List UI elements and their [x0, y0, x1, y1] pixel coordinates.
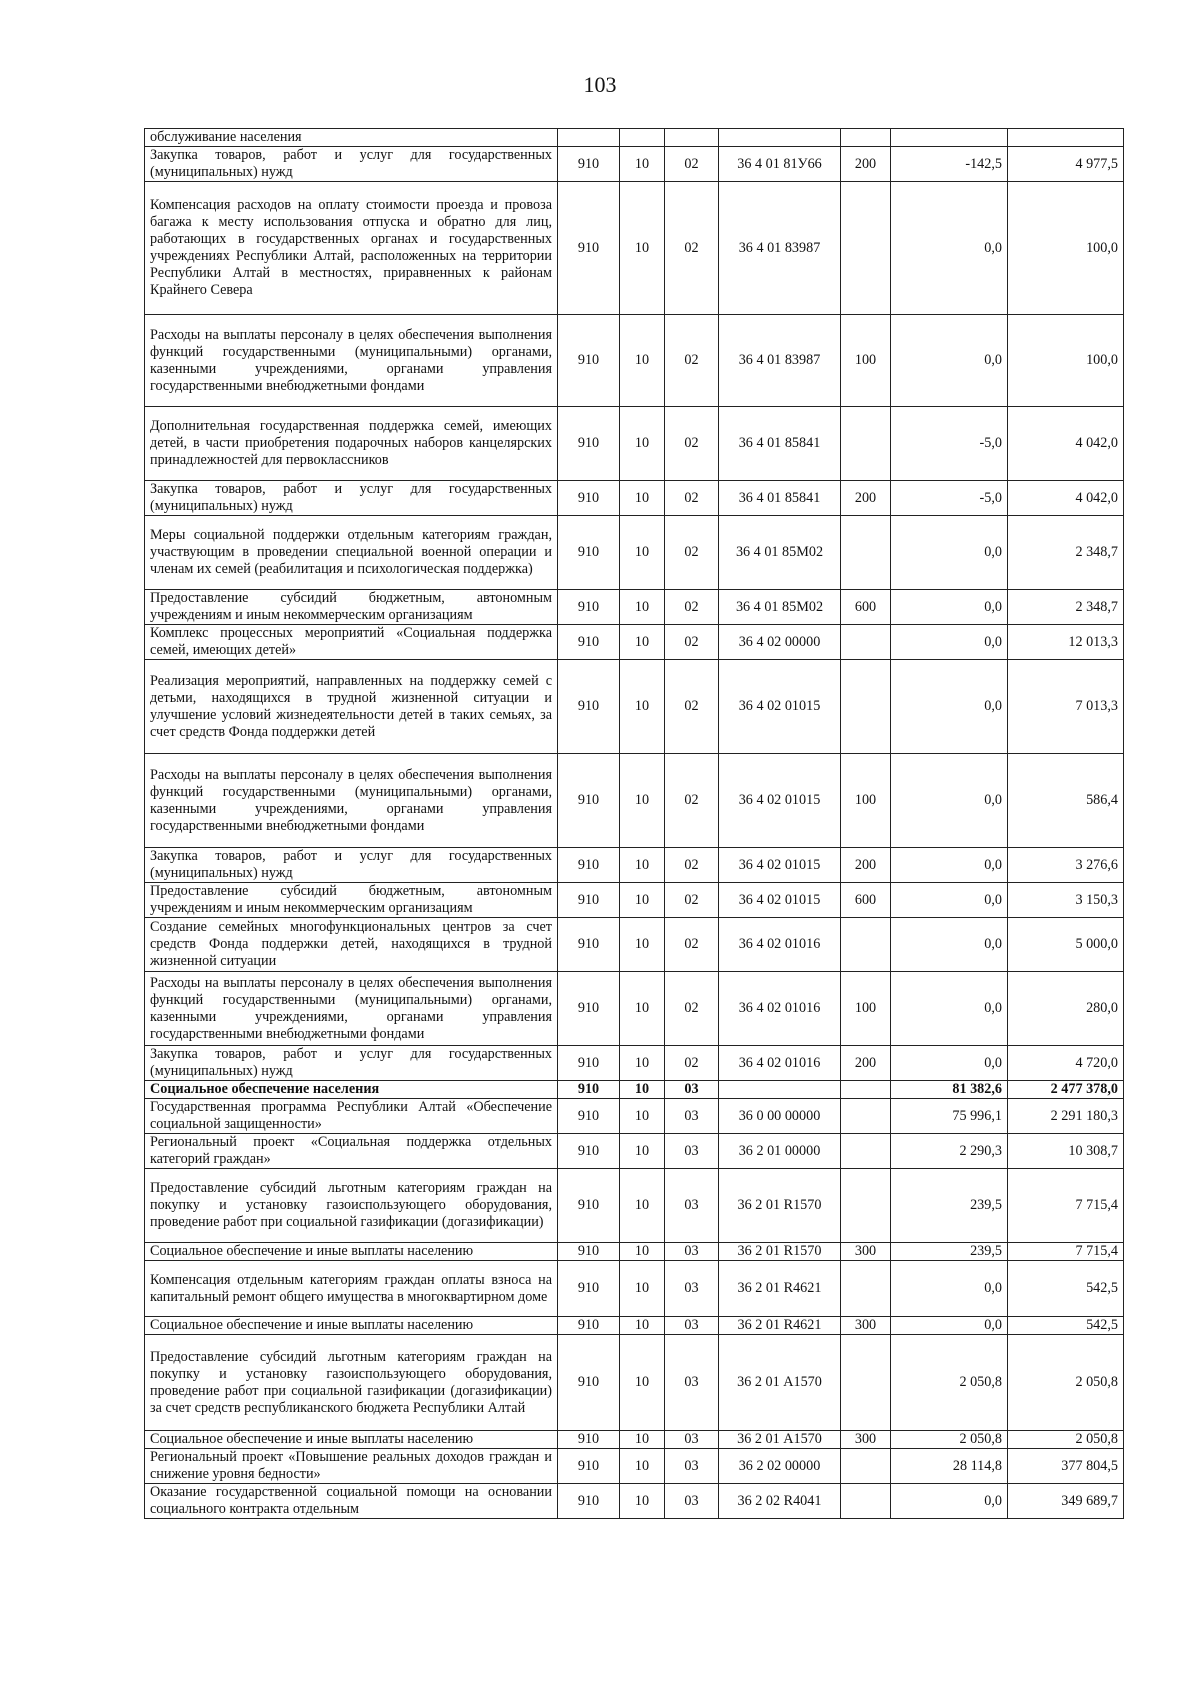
- row-change-amount: 0,0: [891, 918, 1008, 972]
- row-change-amount: 81 382,6: [891, 1081, 1008, 1099]
- row-section-code: 10: [620, 1243, 665, 1261]
- table-row: [145, 1099, 1124, 1134]
- table-row: [145, 1317, 1124, 1335]
- row-change-amount: 75 996,1: [891, 1099, 1008, 1134]
- row-section-code: 10: [620, 1099, 665, 1134]
- row-subsection-code: 03: [665, 1449, 719, 1484]
- row-description: Социальное обеспечение и иные выплаты населению: [145, 1243, 558, 1261]
- row-expense-type: [841, 1484, 891, 1519]
- row-ministry-code: 910: [558, 1243, 620, 1261]
- row-total-amount: 542,5: [1008, 1261, 1124, 1317]
- table-row: [145, 1431, 1124, 1449]
- row-description: Оказание государственной социальной помощи на основании социального контракта отдельным: [145, 1484, 558, 1519]
- row-target-article: 36 2 01 А1570: [719, 1431, 841, 1449]
- row-target-article: 36 4 02 01016: [719, 1046, 841, 1081]
- row-description: Региональный проект «Социальная поддержка отдельных категорий граждан»: [145, 1134, 558, 1169]
- row-description: Закупка товаров, работ и услуг для государственных (муниципальных) нужд: [145, 481, 558, 516]
- row-ministry-code: 910: [558, 1335, 620, 1431]
- row-subsection-code: 02: [665, 754, 719, 848]
- row-target-article: 36 2 02 00000: [719, 1449, 841, 1484]
- row-total-amount: 2 291 180,3: [1008, 1099, 1124, 1134]
- table-row: [145, 407, 1124, 481]
- row-section-code: [620, 129, 665, 147]
- row-subsection-code: 02: [665, 883, 719, 918]
- row-ministry-code: 910: [558, 1431, 620, 1449]
- row-expense-type: 200: [841, 481, 891, 516]
- row-description: Дополнительная государственная поддержка семей, имеющих детей, в части приобретения подарочных наборов канцелярских принадлежностей для первоклассников: [145, 407, 558, 481]
- row-description: Государственная программа Республики Алтай «Обеспечение социальной защищенности»: [145, 1099, 558, 1134]
- row-ministry-code: [558, 129, 620, 147]
- row-target-article: 36 2 01 R1570: [719, 1169, 841, 1243]
- row-expense-type: 200: [841, 848, 891, 883]
- row-subsection-code: 02: [665, 972, 719, 1046]
- row-ministry-code: 910: [558, 848, 620, 883]
- row-description: Расходы на выплаты персоналу в целях обеспечения выполнения функций государственными (муниципальными) органами, казенными учреждениями, органами управления государственными внебюджетными фондами: [145, 315, 558, 407]
- table-row: [145, 848, 1124, 883]
- table-row: [145, 516, 1124, 590]
- row-section-code: 10: [620, 516, 665, 590]
- row-subsection-code: 03: [665, 1099, 719, 1134]
- table-row: [145, 754, 1124, 848]
- row-total-amount: 4 720,0: [1008, 1046, 1124, 1081]
- table-row: [145, 1449, 1124, 1484]
- row-change-amount: 239,5: [891, 1243, 1008, 1261]
- row-subsection-code: 02: [665, 918, 719, 972]
- row-expense-type: [841, 1449, 891, 1484]
- row-description: Компенсация отдельным категориям граждан оплаты взноса на капитальный ремонт общего имущества в многоквартирном доме: [145, 1261, 558, 1317]
- row-total-amount: 100,0: [1008, 315, 1124, 407]
- row-expense-type: [841, 1261, 891, 1317]
- row-ministry-code: 910: [558, 182, 620, 315]
- row-expense-type: 100: [841, 315, 891, 407]
- row-section-code: 10: [620, 1046, 665, 1081]
- row-description: Социальное обеспечение и иные выплаты населению: [145, 1317, 558, 1335]
- row-ministry-code: 910: [558, 918, 620, 972]
- row-expense-type: 300: [841, 1431, 891, 1449]
- row-subsection-code: 03: [665, 1169, 719, 1243]
- row-ministry-code: 910: [558, 883, 620, 918]
- row-expense-type: [841, 625, 891, 660]
- row-change-amount: 0,0: [891, 883, 1008, 918]
- row-total-amount: 5 000,0: [1008, 918, 1124, 972]
- row-description: Региональный проект «Повышение реальных доходов граждан и снижение уровня бедности»: [145, 1449, 558, 1484]
- table-row: [145, 1046, 1124, 1081]
- row-target-article: 36 0 00 00000: [719, 1099, 841, 1134]
- row-change-amount: 2 050,8: [891, 1335, 1008, 1431]
- row-change-amount: 0,0: [891, 516, 1008, 590]
- row-description: Реализация мероприятий, направленных на поддержку семей с детьми, находящихся в трудной жизненной ситуации и улучшение условий жизнедеятельности детей в таких семьях, за счет средств Фонда поддержки детей: [145, 660, 558, 754]
- row-expense-type: [841, 129, 891, 147]
- row-total-amount: 377 804,5: [1008, 1449, 1124, 1484]
- row-description: Социальное обеспечение населения: [145, 1081, 558, 1099]
- row-change-amount: 0,0: [891, 590, 1008, 625]
- row-expense-type: 600: [841, 590, 891, 625]
- row-expense-type: [841, 516, 891, 590]
- row-target-article: [719, 129, 841, 147]
- row-total-amount: 7 715,4: [1008, 1243, 1124, 1261]
- row-total-amount: 280,0: [1008, 972, 1124, 1046]
- row-ministry-code: 910: [558, 516, 620, 590]
- row-subsection-code: 02: [665, 147, 719, 182]
- row-section-code: 10: [620, 1169, 665, 1243]
- row-expense-type: [841, 182, 891, 315]
- row-section-code: 10: [620, 883, 665, 918]
- row-ministry-code: 910: [558, 1484, 620, 1519]
- row-target-article: 36 4 02 01015: [719, 660, 841, 754]
- row-change-amount: -5,0: [891, 481, 1008, 516]
- row-section-code: 10: [620, 315, 665, 407]
- row-section-code: 10: [620, 1317, 665, 1335]
- row-description: Создание семейных многофункциональных центров за счет средств Фонда поддержки детей, находящихся в трудной жизненной ситуации: [145, 918, 558, 972]
- table-row: [145, 129, 1124, 147]
- row-section-code: 10: [620, 1484, 665, 1519]
- table-row: [145, 1243, 1124, 1261]
- row-subsection-code: 03: [665, 1484, 719, 1519]
- row-description: Расходы на выплаты персоналу в целях обеспечения выполнения функций государственными (муниципальными) органами, казенными учреждениями, органами управления государственными внебюджетными фондами: [145, 754, 558, 848]
- row-ministry-code: 910: [558, 972, 620, 1046]
- row-change-amount: 239,5: [891, 1169, 1008, 1243]
- row-ministry-code: 910: [558, 315, 620, 407]
- row-total-amount: 2 050,8: [1008, 1431, 1124, 1449]
- table-row: [145, 1484, 1124, 1519]
- table-row: [145, 1134, 1124, 1169]
- row-change-amount: 0,0: [891, 972, 1008, 1046]
- row-change-amount: 0,0: [891, 182, 1008, 315]
- row-target-article: 36 2 01 А1570: [719, 1335, 841, 1431]
- row-subsection-code: 03: [665, 1081, 719, 1099]
- row-total-amount: 4 977,5: [1008, 147, 1124, 182]
- row-description: Меры социальной поддержки отдельным категориям граждан, участвующим в проведении специальной военной операции и членам их семей (реабилитация и психологическая поддержка): [145, 516, 558, 590]
- row-change-amount: -142,5: [891, 147, 1008, 182]
- row-description: Закупка товаров, работ и услуг для государственных (муниципальных) нужд: [145, 1046, 558, 1081]
- table-row: [145, 1081, 1124, 1099]
- row-description: Предоставление субсидий бюджетным, автономным учреждениям и иным некоммерческим организациям: [145, 883, 558, 918]
- row-change-amount: [891, 129, 1008, 147]
- row-subsection-code: 02: [665, 625, 719, 660]
- row-total-amount: 4 042,0: [1008, 481, 1124, 516]
- row-change-amount: 28 114,8: [891, 1449, 1008, 1484]
- row-subsection-code: 02: [665, 407, 719, 481]
- row-ministry-code: 910: [558, 1099, 620, 1134]
- row-target-article: 36 4 01 81У66: [719, 147, 841, 182]
- row-expense-type: [841, 660, 891, 754]
- row-target-article: 36 2 01 R4621: [719, 1261, 841, 1317]
- row-target-article: 36 4 01 83987: [719, 182, 841, 315]
- row-target-article: 36 4 02 01015: [719, 848, 841, 883]
- row-total-amount: 4 042,0: [1008, 407, 1124, 481]
- row-subsection-code: 02: [665, 481, 719, 516]
- row-total-amount: 3 276,6: [1008, 848, 1124, 883]
- row-change-amount: 0,0: [891, 1317, 1008, 1335]
- row-ministry-code: 910: [558, 1081, 620, 1099]
- row-description: Закупка товаров, работ и услуг для государственных (муниципальных) нужд: [145, 848, 558, 883]
- table-row: [145, 1169, 1124, 1243]
- row-change-amount: 0,0: [891, 1046, 1008, 1081]
- row-subsection-code: 02: [665, 315, 719, 407]
- row-expense-type: 100: [841, 754, 891, 848]
- row-target-article: 36 2 01 00000: [719, 1134, 841, 1169]
- table-row: [145, 883, 1124, 918]
- row-total-amount: 586,4: [1008, 754, 1124, 848]
- row-change-amount: 0,0: [891, 315, 1008, 407]
- page-number: 103: [583, 72, 617, 97]
- row-section-code: 10: [620, 147, 665, 182]
- row-target-article: 36 2 01 R4621: [719, 1317, 841, 1335]
- row-total-amount: 10 308,7: [1008, 1134, 1124, 1169]
- row-subsection-code: 02: [665, 590, 719, 625]
- row-expense-type: [841, 1169, 891, 1243]
- row-total-amount: 7 715,4: [1008, 1169, 1124, 1243]
- row-expense-type: 300: [841, 1317, 891, 1335]
- row-subsection-code: 03: [665, 1261, 719, 1317]
- table-row: [145, 182, 1124, 315]
- row-total-amount: 2 477 378,0: [1008, 1081, 1124, 1099]
- table-row: [145, 147, 1124, 182]
- row-subsection-code: 03: [665, 1243, 719, 1261]
- row-section-code: 10: [620, 1449, 665, 1484]
- row-description: Комплекс процессных мероприятий «Социальная поддержка семей, имеющих детей»: [145, 625, 558, 660]
- row-target-article: 36 4 01 85М02: [719, 516, 841, 590]
- row-expense-type: [841, 1081, 891, 1099]
- row-section-code: 10: [620, 182, 665, 315]
- row-ministry-code: 910: [558, 1317, 620, 1335]
- row-ministry-code: 910: [558, 625, 620, 660]
- row-change-amount: 0,0: [891, 625, 1008, 660]
- row-section-code: 10: [620, 972, 665, 1046]
- row-expense-type: [841, 1134, 891, 1169]
- row-section-code: 10: [620, 1081, 665, 1099]
- row-expense-type: 300: [841, 1243, 891, 1261]
- row-change-amount: -5,0: [891, 407, 1008, 481]
- row-description: Компенсация расходов на оплату стоимости проезда и провоза багажа к месту использования отпуска и обратно для лиц, работающих в государственных органах и государственных учреждениях Республики Алтай, расположенных на территории Республики Алтай в местностях, приравненных к районам Крайнего Севера: [145, 182, 558, 315]
- row-total-amount: 2 348,7: [1008, 516, 1124, 590]
- row-change-amount: 0,0: [891, 1261, 1008, 1317]
- row-section-code: 10: [620, 1134, 665, 1169]
- row-target-article: 36 2 01 R1570: [719, 1243, 841, 1261]
- row-section-code: 10: [620, 918, 665, 972]
- row-total-amount: 3 150,3: [1008, 883, 1124, 918]
- table-row: [145, 660, 1124, 754]
- row-expense-type: 200: [841, 1046, 891, 1081]
- table-row: [145, 918, 1124, 972]
- row-total-amount: 2 348,7: [1008, 590, 1124, 625]
- row-expense-type: [841, 918, 891, 972]
- row-description: Расходы на выплаты персоналу в целях обеспечения выполнения функций государственными (муниципальными) органами, казенными учреждениями, органами управления государственными внебюджетными фондами: [145, 972, 558, 1046]
- table-row: [145, 590, 1124, 625]
- row-section-code: 10: [620, 754, 665, 848]
- row-section-code: 10: [620, 1261, 665, 1317]
- row-target-article: 36 4 01 85841: [719, 407, 841, 481]
- row-change-amount: 0,0: [891, 1484, 1008, 1519]
- table-row: [145, 625, 1124, 660]
- row-section-code: 10: [620, 625, 665, 660]
- row-section-code: 10: [620, 660, 665, 754]
- row-section-code: 10: [620, 590, 665, 625]
- row-subsection-code: [665, 129, 719, 147]
- table-row: [145, 481, 1124, 516]
- row-total-amount: 542,5: [1008, 1317, 1124, 1335]
- row-expense-type: [841, 407, 891, 481]
- row-description: Закупка товаров, работ и услуг для государственных (муниципальных) нужд: [145, 147, 558, 182]
- row-expense-type: 100: [841, 972, 891, 1046]
- row-ministry-code: 910: [558, 407, 620, 481]
- row-total-amount: 349 689,7: [1008, 1484, 1124, 1519]
- row-section-code: 10: [620, 1431, 665, 1449]
- row-description: Предоставление субсидий льготным категориям граждан на покупку и установку газоиспользующего оборудования, проведение работ при социальной газификации (догазификации): [145, 1169, 558, 1243]
- row-total-amount: 2 050,8: [1008, 1335, 1124, 1431]
- row-target-article: 36 4 01 85М02: [719, 590, 841, 625]
- table-row: [145, 972, 1124, 1046]
- row-description: обслуживание населения: [145, 129, 558, 147]
- row-total-amount: 100,0: [1008, 182, 1124, 315]
- row-subsection-code: 03: [665, 1134, 719, 1169]
- row-description: Предоставление субсидий бюджетным, автономным учреждениям и иным некоммерческим организациям: [145, 590, 558, 625]
- row-ministry-code: 910: [558, 481, 620, 516]
- row-total-amount: 7 013,3: [1008, 660, 1124, 754]
- row-target-article: 36 4 02 00000: [719, 625, 841, 660]
- row-ministry-code: 910: [558, 1449, 620, 1484]
- row-subsection-code: 02: [665, 182, 719, 315]
- row-change-amount: 2 290,3: [891, 1134, 1008, 1169]
- row-target-article: [719, 1081, 841, 1099]
- row-ministry-code: 910: [558, 147, 620, 182]
- row-target-article: 36 4 01 85841: [719, 481, 841, 516]
- row-change-amount: 2 050,8: [891, 1431, 1008, 1449]
- budget-table-body: [145, 129, 1124, 1519]
- row-section-code: 10: [620, 481, 665, 516]
- table-row: [145, 1261, 1124, 1317]
- table-row: [145, 1335, 1124, 1431]
- row-expense-type: 600: [841, 883, 891, 918]
- row-ministry-code: 910: [558, 1169, 620, 1243]
- row-target-article: 36 4 02 01015: [719, 883, 841, 918]
- row-section-code: 10: [620, 407, 665, 481]
- row-target-article: 36 4 02 01015: [719, 754, 841, 848]
- table-row: [145, 315, 1124, 407]
- row-subsection-code: 03: [665, 1335, 719, 1431]
- row-subsection-code: 02: [665, 848, 719, 883]
- row-ministry-code: 910: [558, 1134, 620, 1169]
- row-expense-type: [841, 1335, 891, 1431]
- row-subsection-code: 02: [665, 516, 719, 590]
- row-subsection-code: 02: [665, 660, 719, 754]
- row-change-amount: 0,0: [891, 848, 1008, 883]
- row-target-article: 36 4 02 01016: [719, 972, 841, 1046]
- row-ministry-code: 910: [558, 1261, 620, 1317]
- row-subsection-code: 03: [665, 1431, 719, 1449]
- row-total-amount: [1008, 129, 1124, 147]
- budget-table: [144, 128, 1124, 1519]
- row-total-amount: 12 013,3: [1008, 625, 1124, 660]
- row-description: Социальное обеспечение и иные выплаты населению: [145, 1431, 558, 1449]
- row-ministry-code: 910: [558, 660, 620, 754]
- row-description: Предоставление субсидий льготным категориям граждан на покупку и установку газоиспользующего оборудования, проведение работ при социальной газификации (догазификации) за счет средств республиканского бюджета Республики Алтай: [145, 1335, 558, 1431]
- row-target-article: 36 4 01 83987: [719, 315, 841, 407]
- row-subsection-code: 02: [665, 1046, 719, 1081]
- row-target-article: 36 4 02 01016: [719, 918, 841, 972]
- row-ministry-code: 910: [558, 1046, 620, 1081]
- row-ministry-code: 910: [558, 590, 620, 625]
- row-subsection-code: 03: [665, 1317, 719, 1335]
- row-change-amount: 0,0: [891, 754, 1008, 848]
- row-ministry-code: 910: [558, 754, 620, 848]
- row-expense-type: 200: [841, 147, 891, 182]
- row-expense-type: [841, 1099, 891, 1134]
- row-target-article: 36 2 02 R4041: [719, 1484, 841, 1519]
- row-change-amount: 0,0: [891, 660, 1008, 754]
- row-section-code: 10: [620, 1335, 665, 1431]
- row-section-code: 10: [620, 848, 665, 883]
